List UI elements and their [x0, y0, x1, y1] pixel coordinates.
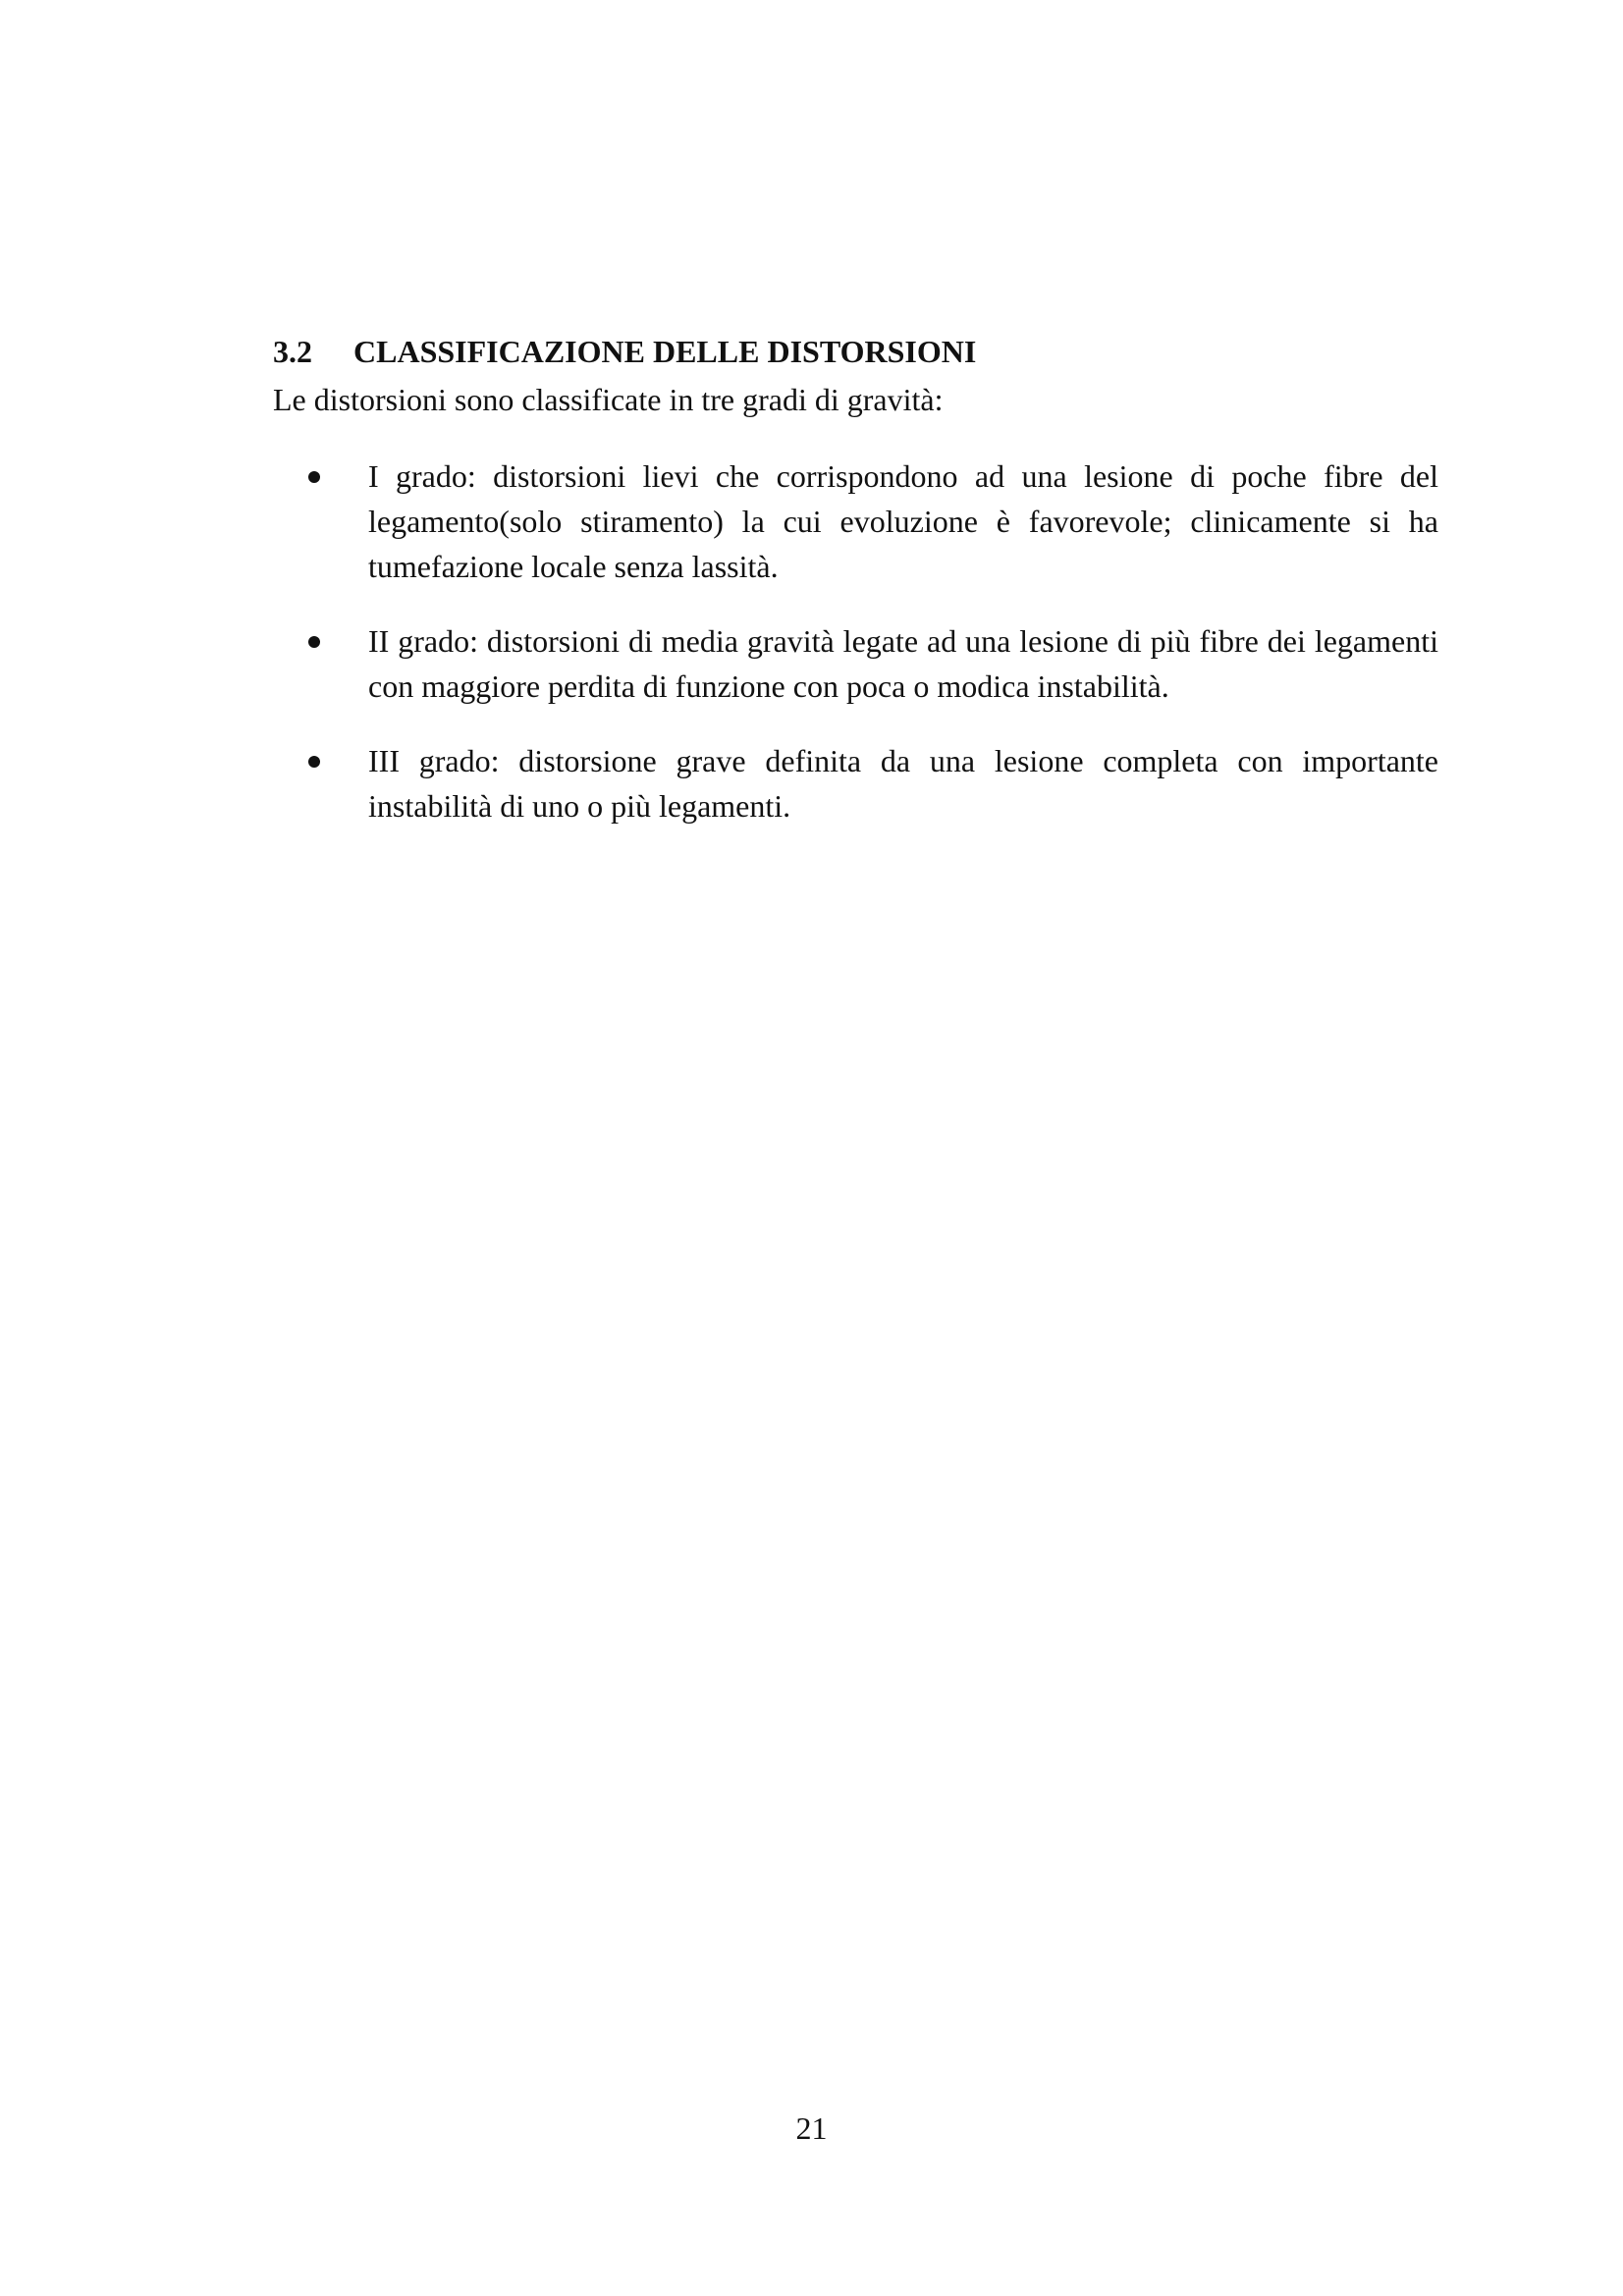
page-content — [273, 332, 1438, 858]
list-item — [273, 738, 1438, 828]
bullet-icon — [308, 636, 320, 648]
list-item-text: III grado: distorsione grave definita da una lesione completa con importante instabilità di uno o più legamenti. — [368, 743, 1438, 824]
section-heading — [273, 332, 1438, 371]
section-intro: Le distorsioni sono classificate in tre gradi di gravità: — [273, 382, 944, 417]
list-item — [273, 618, 1438, 709]
bullet-icon — [308, 756, 320, 768]
list-item-text: I grado: distorsioni lievi che corrispondono ad una lesione di poche fibre del legamento(solo stiramento) la cui evoluzione è favorevole; clinicamente si ha tumefazione locale senza lassità. — [368, 458, 1438, 584]
grade-list — [273, 454, 1438, 828]
section-number: 3.2 — [273, 334, 312, 369]
list-item-text: II grado: distorsioni di media gravità legate ad una lesione di più fibre dei legamenti con maggiore perdita di funzione con poca o modica instabilità. — [368, 623, 1438, 704]
page-number: 21 — [795, 2110, 828, 2146]
list-item — [273, 454, 1438, 589]
bullet-icon — [308, 471, 320, 483]
section-title: CLASSIFICAZIONE DELLE DISTORSIONI — [353, 334, 977, 369]
